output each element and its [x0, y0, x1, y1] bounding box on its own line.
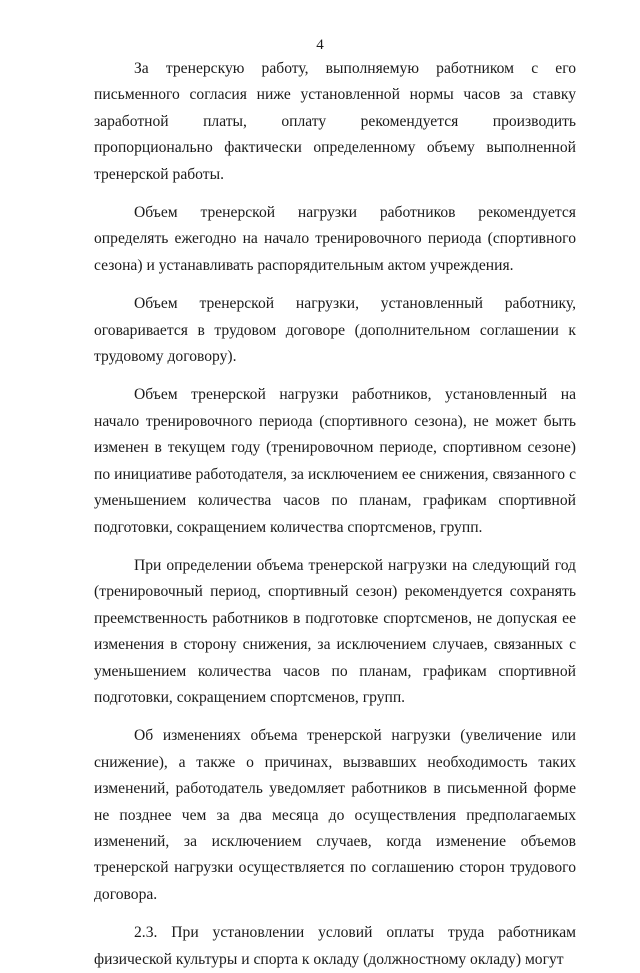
paragraph-trainer-work-below-norm: За тренерскую работу, выполняемую работником с его письменного согласия ниже установленной нормы часов за ставку заработной платы, оплату рекомендуется производить пропорционально фактически определенному объему выполненной тренерской работы. [94, 60, 576, 183]
page-number: 4 [316, 37, 324, 53]
paragraph-next-year-continuity: При определении объема тренерской нагрузки на следующий год (тренировочный период, спортивный сезон) рекомендуется сохранять преемственность работников в подготовке спортсменов, не допуская ее изменения в сторону снижения, за исключением случаев, связанных с уменьшением количества часов по планам, графикам спортивной подготовки, сокращением спортсменов, групп. [94, 556, 576, 706]
paragraph-annual-load-definition: Объем тренерской нагрузки работников рекомендуется определять ежегодно на начало тренировочного периода (спортивного сезона) и устанавливать распорядительным актом учреждения. [94, 204, 576, 274]
document-body [94, 56, 576, 973]
paragraph-section-2-3: 2.3. При установлении условий оплаты труда работникам физической культуры и спорта к окладу (должностному окладу) могут [94, 924, 576, 968]
paragraph-load-change-restriction: Объем тренерской нагрузки работников, установленный на начало тренировочного периода (спортивного сезона), не может быть изменен в текущем году (тренировочном периоде, спортивном сезоне) по инициативе работодателя, за исключением ее снижения, связанного с уменьшением количества часов по планам, графикам спортивной подготовки, сокращением количества спортсменов, групп. [94, 386, 576, 536]
paragraph-load-in-contract: Объем тренерской нагрузки, установленный работнику, оговаривается в трудовом договоре (дополнительном соглашении к трудовому договору). [94, 295, 576, 366]
paragraph-change-notification: Об изменениях объема тренерской нагрузки (увеличение или снижение), а также о причинах, вызвавших необходимость таких изменений, работодатель уведомляет работников в письменной форме не позднее чем за два месяца до осуществления предполагаемых изменений, за исключением случаев, когда изменение объемов тренерской нагрузки осуществляется по соглашению сторон трудового договора. [94, 727, 576, 903]
